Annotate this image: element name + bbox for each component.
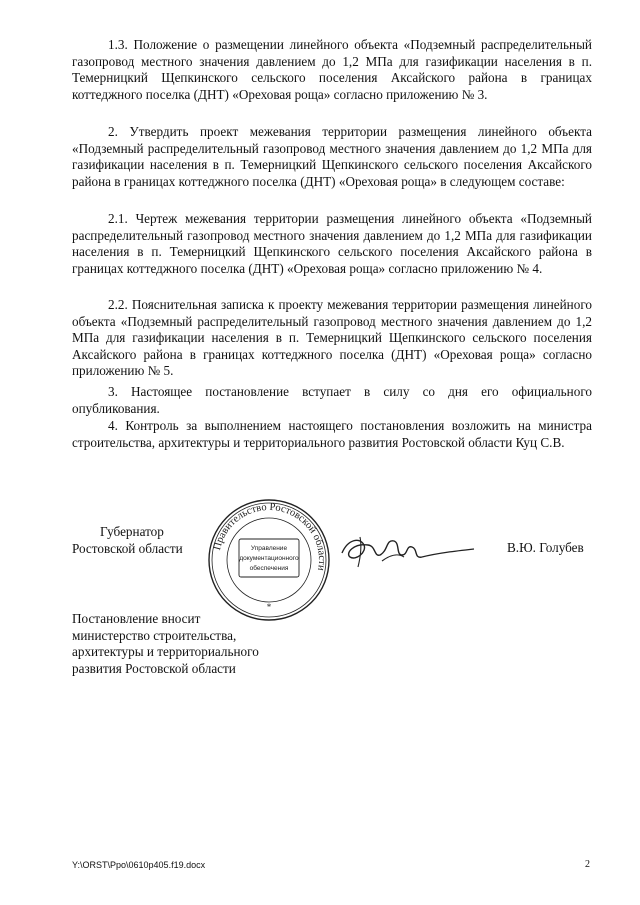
paragraph-2: 2. Утвердить проект межевания территории размещения линейного объекта «Подземный распределительный газопровод местного значения давлением до 1,2 МПа для газификации населения в п. Темерницкий Щепкинского сельского поселения Аксайского района в границах коттеджного поселка (ДНТ) «Ореховая роща» в следующем составе:: [72, 124, 592, 189]
paragraph-4: 4. Контроль за выполнением настоящего постановления возложить на министра строительства, архитектуры и территориального развития Ростовской области Куц С.В.: [72, 418, 592, 450]
seal-ring-textpath: Правительство Ростовской области: [212, 501, 328, 572]
seal-inner-line1: Управление: [250, 545, 288, 552]
governor-title: [72, 524, 183, 557]
signer-name: В.Ю. Голубев: [507, 540, 584, 555]
governor-title-line2: Ростовской области: [72, 540, 183, 556]
seal-inner-line2: документационного: [239, 555, 299, 562]
page-number: 2: [585, 859, 590, 870]
submitted-by-line4: развития Ростовской области: [72, 660, 236, 676]
submitted-by-line1: Постановление вносит: [72, 611, 201, 626]
submitted-by-line2: министерство строительства,: [72, 627, 237, 643]
seal-star: *: [266, 602, 272, 612]
seal-inner-line3: обеспечения: [249, 565, 289, 572]
footer-file-path: Y:\ORST\Ppo\0610p405.f19.docx: [72, 860, 206, 870]
submitted-by: [72, 611, 259, 677]
paragraph-1-3: 1.3. Положение о размещении линейного объекта «Подземный распределительный газопровод местного значения давлением до 1,2 МПа для газификации населения в п. Темерницкий Щепкинского сельского поселения Аксайского района в границах коттеджного поселка (ДНТ) «Ореховая роща» согласно приложению № 3.: [72, 37, 592, 102]
paragraph-2-2: 2.2. Пояснительная записка к проекту межевания территории размещения линейного объекта «Подземный распределительный газопровод местного значения давлением до 1,2 МПа для газификации населения в п. Темерницкий Щепкинского сельского поселения Аксайского района в границах коттеджного поселка (ДНТ) «Ореховая роща» согласно приложению № 5.: [72, 297, 592, 379]
handwritten-signature: [338, 531, 478, 571]
paragraph-2-1: 2.1. Чертеж межевания территории размещения линейного объекта «Подземный распределительный газопровод местного значения давлением до 1,2 МПа для газификации населения в п. Темерницкий Щепкинского сельского поселения Аксайского района в границах коттеджного поселка (ДНТ) «Ореховая роща» согласно приложению № 4.: [72, 211, 592, 276]
submitted-by-line3: архитектуры и территориального: [72, 644, 259, 660]
paragraph-3: 3. Настоящее постановление вступает в силу со дня его официального опубликования.: [72, 384, 592, 416]
governor-title-line1: Губернатор: [100, 524, 164, 539]
official-seal: [206, 497, 332, 623]
